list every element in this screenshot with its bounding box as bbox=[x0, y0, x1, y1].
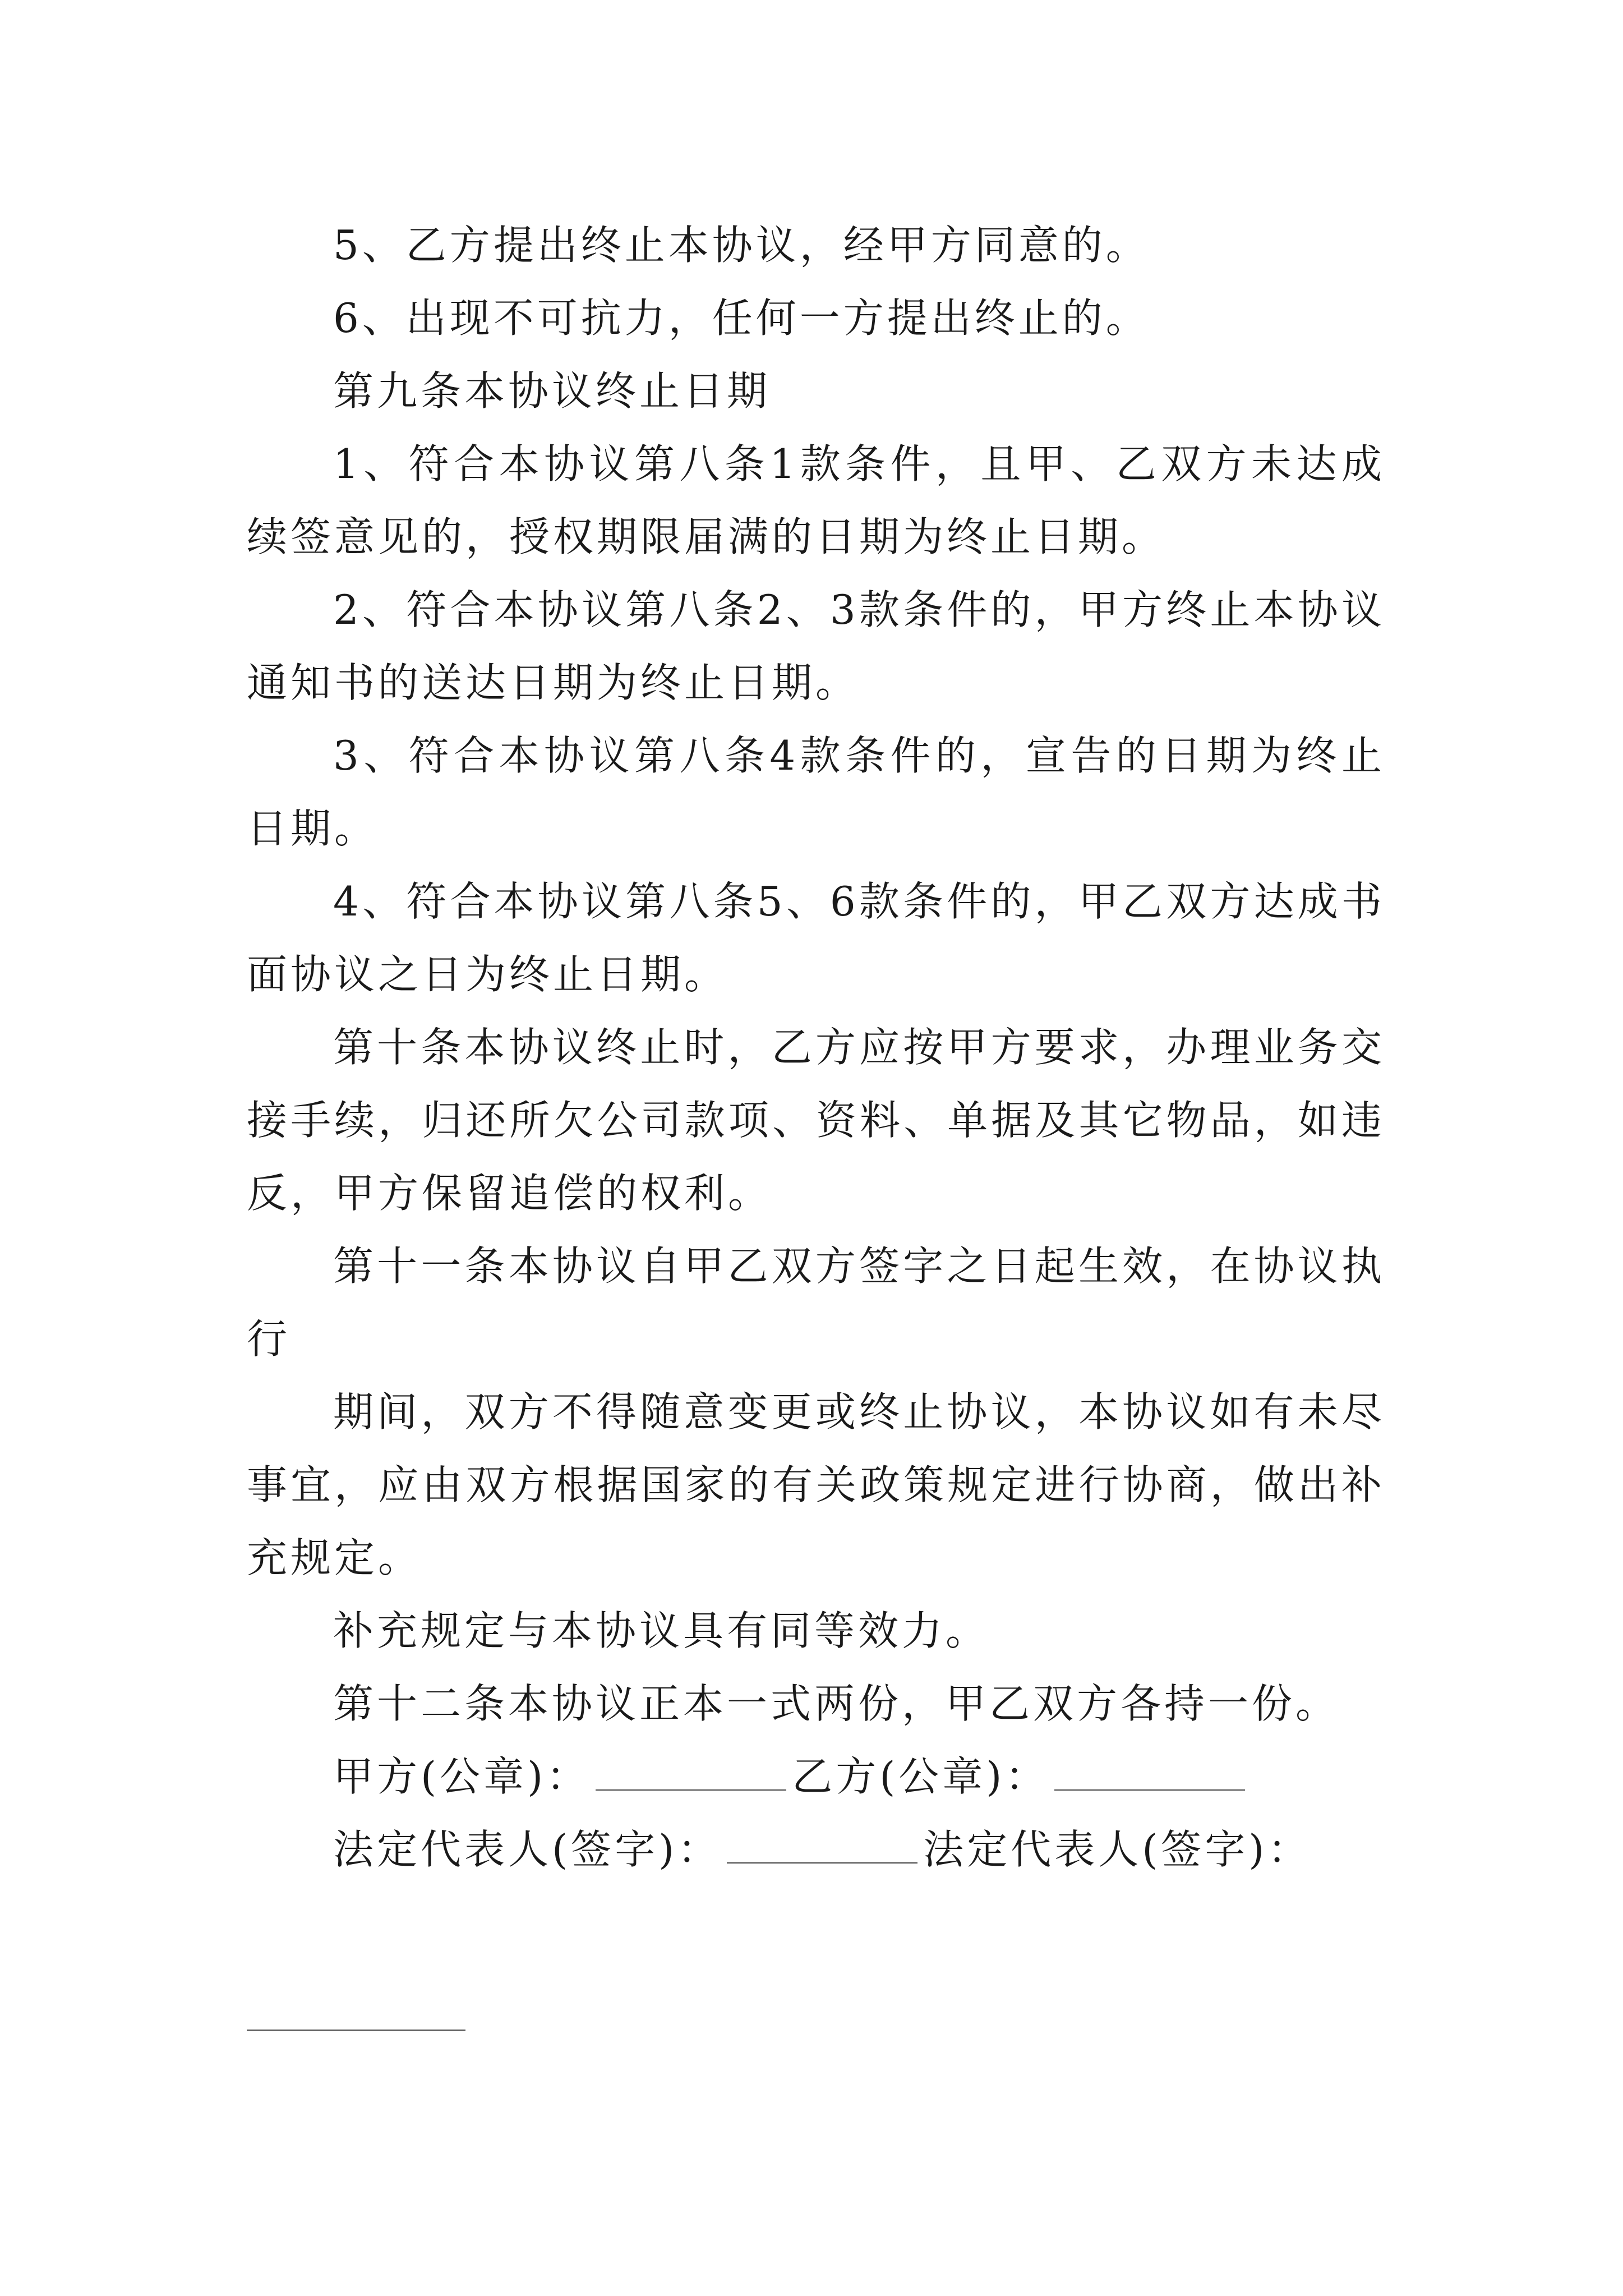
clause-11-continued: 期间，双方不得随意变更或终止协议，本协议如有未尽事宜，应由双方根据国家的有关政策规定进行协商，做出补充规定。 bbox=[247, 1388, 1385, 1581]
rep-b-label: 法定代表人(签字)： bbox=[923, 1826, 1312, 1873]
rep-a-signature-blank[interactable] bbox=[727, 1822, 917, 1864]
party-a-seal-label: 甲方(公章)： bbox=[333, 1753, 591, 1800]
clause-11: 第十一条本协议自甲乙双方签字之日起生效，在协议执行 bbox=[247, 1243, 1385, 1363]
clause-12: 第十二条本协议正本一式两份，甲乙双方各持一份。 bbox=[333, 1680, 1340, 1727]
party-b-seal-blank[interactable] bbox=[1054, 1749, 1245, 1791]
party-a-seal-blank[interactable] bbox=[596, 1749, 786, 1791]
representative-line bbox=[247, 1813, 1385, 1886]
clause-10: 第十条本协议终止时，乙方应按甲方要求，办理业务交接手续，归还所欠公司款项、资料、单据及其它物品，如违反，甲方保留追偿的权利。 bbox=[247, 1024, 1385, 1217]
party-b-seal-label: 乙方(公章)： bbox=[792, 1753, 1049, 1800]
supplement-note: 补充规定与本协议具有同等效力。 bbox=[333, 1607, 990, 1654]
rep-a-label: 法定代表人(签字)： bbox=[333, 1826, 722, 1873]
clause-9-item-4: 4、符合本协议第八条5、6款条件的，甲乙双方达成书面协议之日为终止日期。 bbox=[247, 878, 1385, 998]
clause-8-item-6: 6、出现不可抗力，任何一方提出终止的。 bbox=[333, 295, 1150, 342]
clause-9-item-2: 2、符合本协议第八条2、3款条件的，甲方终止本协议通知书的送达日期为终止日期。 bbox=[247, 586, 1385, 706]
clause-8-item-5: 5、乙方提出终止本协议，经甲方同意的。 bbox=[333, 222, 1150, 269]
seal-line bbox=[247, 1740, 1385, 1813]
clause-9-heading: 第九条本协议终止日期 bbox=[333, 367, 771, 415]
clause-9-item-1: 1、符合本协议第八条1款条件，且甲、乙双方未达成续签意见的，授权期限届满的日期为终止日期。 bbox=[247, 440, 1385, 560]
clause-9-item-3: 3、符合本协议第八条4款条件的，宣告的日期为终止日期。 bbox=[247, 732, 1385, 852]
rep-b-signature-blank[interactable] bbox=[247, 2030, 465, 2031]
